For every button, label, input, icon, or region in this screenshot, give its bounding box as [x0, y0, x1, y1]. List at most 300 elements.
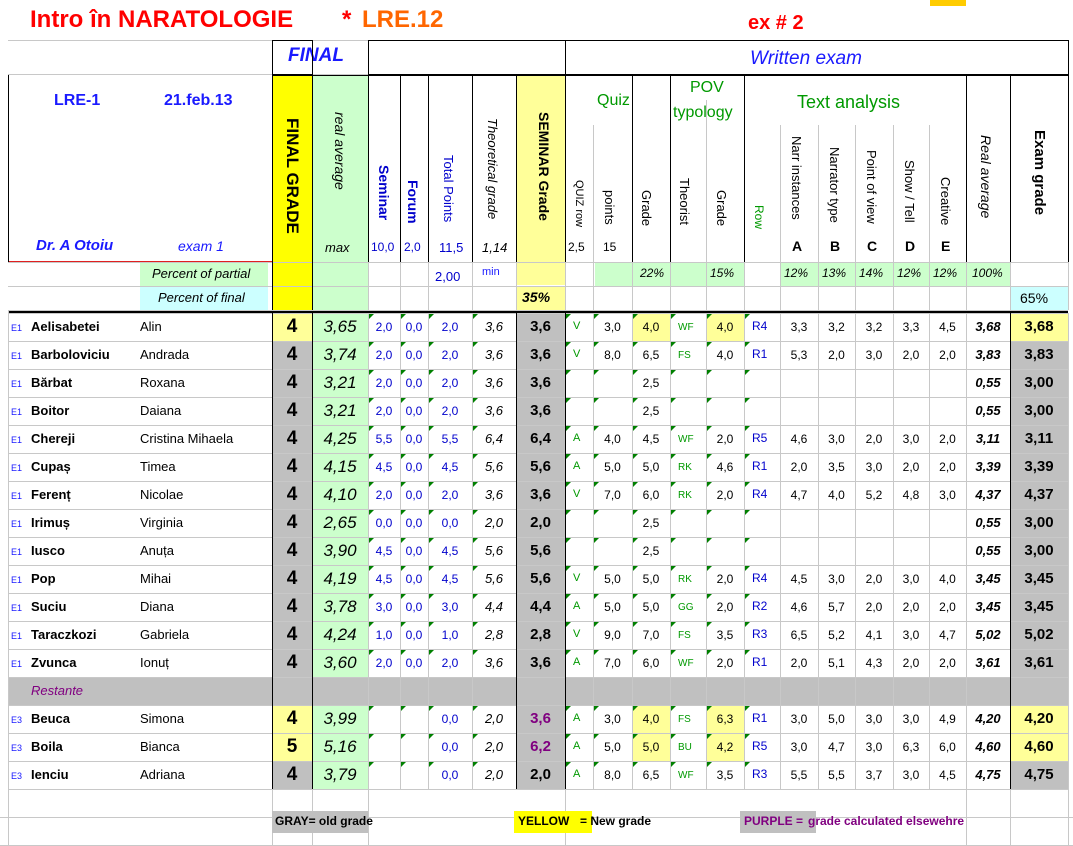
quiz-points-value: 3,0 [604, 320, 621, 334]
d-percent: 12% [897, 266, 922, 280]
real-average-value: 3,90 [323, 541, 357, 560]
forum-value: 0,0 [405, 432, 423, 446]
real-average2-value: 3,83 [975, 347, 1001, 362]
comment-marker [429, 398, 434, 403]
comment-marker [671, 398, 676, 403]
gridline [565, 40, 566, 75]
comment-marker [594, 762, 599, 767]
comment-marker [369, 314, 374, 319]
quiz-row-header: QUIZ row [573, 180, 585, 228]
seminar-grade-value: 3,6 [530, 710, 551, 727]
seminar-grade-value: 2,0 [530, 766, 551, 783]
student-first-name: Cristina Mihaela [140, 431, 234, 446]
quiz-row-value: A [573, 656, 581, 668]
comment-marker [369, 426, 374, 431]
point-of-view-value: 2,0 [865, 572, 883, 586]
total-points-value: 2,0 [441, 404, 459, 418]
quiz-grade-value: 5,0 [642, 572, 660, 586]
narr-instances-value: 2,0 [790, 656, 808, 670]
comment-marker [401, 454, 406, 459]
creative-value: 6,0 [939, 740, 956, 754]
student-last-name: Barboloviciu [31, 347, 110, 362]
comment-marker [566, 762, 571, 767]
comment-marker [707, 566, 712, 571]
comment-marker [429, 370, 434, 375]
comment-marker [745, 594, 750, 599]
theoretical-grade-value: 2,0 [484, 767, 504, 782]
comment-marker [401, 566, 406, 571]
comment-marker [594, 370, 599, 375]
comment-marker [473, 314, 478, 319]
student-first-name: Simona [140, 711, 185, 726]
quiz-grade-value: 5,0 [642, 740, 660, 754]
final-grade-value: 4 [286, 512, 298, 533]
pov-grade-value: 4,6 [716, 460, 734, 474]
comment-marker [594, 622, 599, 627]
pov-grade-value: 2,0 [716, 488, 734, 502]
student-last-name: Boitor [31, 403, 70, 418]
exam-grade-value: 3,45 [1024, 570, 1054, 587]
comment-marker [633, 314, 638, 319]
gridline [780, 262, 781, 310]
point-of-view-value: 3,2 [865, 320, 883, 334]
comment-marker [566, 594, 571, 599]
pov-grade-value: 2,0 [716, 656, 734, 670]
gridline [368, 75, 369, 262]
total-points-value: 2,0 [441, 656, 459, 670]
comment-marker [369, 566, 374, 571]
points-header: points [602, 190, 617, 225]
written-exam-header: Written exam [750, 48, 862, 69]
real-average-value: 2,65 [323, 513, 357, 532]
exam-grade-value: 4,75 [1024, 766, 1054, 783]
real-average2-value: 0,55 [975, 543, 1001, 558]
gridline [929, 262, 930, 310]
pov-grade-value: 3,5 [716, 768, 734, 782]
quiz-row-value: A [573, 460, 581, 472]
quiz-grade-value: 4,0 [642, 712, 660, 726]
seminar-value: 4,5 [375, 460, 393, 474]
student-last-name: Chereji [31, 431, 76, 446]
comment-marker [473, 482, 478, 487]
comment-marker [566, 426, 571, 431]
comment-marker [429, 482, 434, 487]
final-grade-value: 4 [286, 372, 298, 393]
student-last-name: Zvunca [31, 655, 77, 670]
exam-grade-value: 5,02 [1024, 626, 1054, 643]
comment-marker [566, 566, 571, 571]
point-of-view-value: 3,0 [865, 712, 883, 726]
exam-grade-value: 3,00 [1024, 542, 1054, 559]
total-points-value: 2,0 [441, 376, 459, 390]
comment-marker [745, 650, 750, 655]
c-percent: 14% [859, 266, 884, 280]
gridline [893, 125, 894, 262]
quiz-row-value: V [573, 348, 581, 360]
comment-marker [369, 622, 374, 627]
theoretical-grade-header: Theoretical grade [485, 118, 500, 220]
show-tell-value: 3,0 [902, 628, 920, 642]
gridline [312, 262, 313, 310]
comment-marker [473, 594, 478, 599]
narrator-type-value: 3,2 [828, 320, 845, 334]
comment-marker [401, 650, 406, 655]
narr-instances-value: 2,0 [790, 460, 808, 474]
real-average-value: 4,15 [323, 457, 357, 476]
forum-value: 0,0 [405, 600, 423, 614]
real-average2-value: 3,68 [975, 319, 1001, 334]
quiz-grade-value: 6,5 [642, 348, 660, 362]
forum-value: 0,0 [405, 488, 423, 502]
row-header: Row [752, 205, 766, 230]
row-value: R4 [752, 319, 768, 333]
row-value: R2 [752, 599, 768, 613]
gridline [929, 125, 930, 262]
comment-marker [671, 454, 676, 459]
creative-value: 4,5 [939, 768, 956, 782]
total-points-value: 4,5 [441, 572, 459, 586]
student-last-name: Ferenț [31, 487, 71, 502]
col-b-label: B [830, 238, 841, 254]
student-group-code: E1 [11, 659, 23, 669]
narrator-type-value: 3,0 [828, 432, 845, 446]
theoretical-grade-value: 6,4 [484, 431, 504, 446]
show-tell-value: 2,0 [902, 656, 920, 670]
real-average-value: 4,10 [323, 485, 357, 504]
gridline [780, 125, 781, 262]
real-average-value: 4,25 [323, 429, 357, 448]
comment-marker [594, 454, 599, 459]
comment-marker [401, 398, 406, 403]
pov-percent: 15% [710, 266, 735, 280]
point-of-view-value: 2,0 [865, 432, 883, 446]
gridline [8, 761, 1068, 762]
comment-marker [473, 566, 478, 571]
seminar-grade-value: 5,6 [530, 542, 551, 559]
comment-marker [671, 370, 676, 375]
quiz-row-value: V [573, 628, 581, 640]
col-d-label: D [905, 238, 916, 254]
student-group-code: E1 [11, 323, 23, 333]
theorist-value: BU [678, 742, 692, 753]
gridline [632, 262, 633, 310]
exam-final-percent: 65% [1020, 290, 1049, 306]
quiz-grade-value: 6,5 [642, 768, 660, 782]
comment-marker [633, 342, 638, 347]
quiz-grade-value: 7,0 [642, 628, 660, 642]
seminar-grade-value: 6,4 [530, 430, 551, 447]
total-points-value: 0,0 [441, 712, 459, 726]
date-label: 21.feb.13 [164, 92, 233, 109]
exam-grade-value: 3,45 [1024, 598, 1054, 615]
show-tell-value: 3,0 [902, 768, 920, 782]
group-label: LRE-1 [54, 92, 101, 109]
forum-value: 0,0 [405, 544, 423, 558]
gridline [818, 262, 819, 310]
comment-marker [594, 566, 599, 571]
seminar-grade-value: 3,6 [530, 486, 551, 503]
theoretical-grade-value: 3,6 [484, 487, 504, 502]
quiz-grade-value: 2,5 [642, 404, 660, 418]
gridline [272, 75, 1068, 76]
student-group-code: E1 [11, 463, 23, 473]
real-average-header-fill [313, 75, 368, 310]
student-first-name: Ionuț [140, 655, 169, 670]
final-grade-value: 4 [286, 484, 298, 505]
seminar-value: 4,5 [375, 572, 393, 586]
comment-marker [745, 454, 750, 459]
comment-marker [369, 734, 374, 739]
quiz-percent: 22% [640, 266, 665, 280]
gridline [8, 286, 1068, 287]
seminar-grade-value: 5,6 [530, 570, 551, 587]
quiz-row-weight: 2,5 [568, 240, 585, 254]
row-value: R1 [752, 711, 768, 725]
quiz-row-value: A [573, 740, 581, 752]
pov-grade-value: 2,0 [716, 572, 734, 586]
comment-marker [707, 594, 712, 599]
comment-marker [707, 482, 712, 487]
creative-header: Creative [938, 177, 953, 226]
student-group-code: E1 [11, 603, 23, 613]
comment-marker [745, 342, 750, 347]
pov-grade-value: 4,0 [716, 348, 734, 362]
student-group-code: E3 [11, 715, 23, 725]
exam-grade-value: 3,00 [1024, 402, 1054, 419]
quiz-row-value: V [573, 320, 581, 332]
pov-grade-value: 4,2 [716, 740, 734, 754]
seminar-value: 1,0 [375, 628, 393, 642]
narrator-type-value: 5,0 [828, 712, 845, 726]
row-value: R4 [752, 571, 768, 585]
final-grade-value: 4 [286, 568, 298, 589]
quiz-grade-value: 2,5 [642, 516, 660, 530]
gridline [8, 341, 1068, 342]
comment-marker [745, 762, 750, 767]
creative-value: 2,0 [939, 600, 956, 614]
real-average2-value: 4,20 [975, 711, 1001, 726]
gridline [565, 40, 1068, 41]
narrator-type-value: 3,0 [828, 572, 845, 586]
seminar-grade-value: 3,6 [530, 654, 551, 671]
student-first-name: Mihai [140, 571, 172, 586]
comment-marker [429, 510, 434, 515]
real-average2-value: 4,75 [975, 767, 1001, 782]
comment-marker [633, 482, 638, 487]
comment-marker [671, 314, 676, 319]
student-group-code: E1 [11, 407, 23, 417]
narr-instances-value: 3,3 [790, 320, 808, 334]
theoretical-grade-value: 4,4 [484, 599, 504, 614]
seminar-header: Seminar [376, 165, 392, 221]
student-group-code: E1 [11, 435, 23, 445]
quiz-row-value: V [573, 488, 581, 500]
comment-marker [369, 594, 374, 599]
real-average2-value: 0,55 [975, 515, 1001, 530]
quiz-points-value: 3,0 [604, 712, 621, 726]
col-e-label: E [941, 238, 951, 254]
creative-value: 4,5 [939, 320, 956, 334]
show-tell-value: 2,0 [902, 348, 920, 362]
comment-marker [369, 510, 374, 515]
final-grade-value: 4 [286, 624, 298, 645]
gridline [670, 313, 671, 789]
comment-marker [401, 594, 406, 599]
narrator-type-value: 5,7 [828, 600, 845, 614]
comment-marker [633, 566, 638, 571]
comment-marker [473, 762, 478, 767]
comment-marker [707, 538, 712, 543]
gridline [472, 262, 473, 310]
comment-marker [473, 734, 478, 739]
forum-value: 0,0 [405, 628, 423, 642]
point-of-view-header: Point of view [864, 150, 879, 224]
gridline [8, 425, 1068, 426]
show-tell-value: 2,0 [902, 460, 920, 474]
comment-marker [745, 566, 750, 571]
quiz-grade-value: 5,0 [642, 460, 660, 474]
comment-marker [473, 426, 478, 431]
student-last-name: Taraczkozi [31, 627, 97, 642]
pov-grade-value: 2,0 [716, 600, 734, 614]
total-points-value: 2,0 [441, 320, 459, 334]
real-average-value: 3,78 [323, 597, 357, 616]
row-value: R1 [752, 655, 768, 669]
comment-marker [594, 650, 599, 655]
theoretical-grade-value: 3,6 [484, 655, 504, 670]
comment-marker [671, 538, 676, 543]
gridline [516, 262, 517, 310]
comment-marker [671, 762, 676, 767]
comment-marker [633, 370, 638, 375]
comment-marker [707, 426, 712, 431]
theoretical-grade-value: 5,6 [484, 571, 504, 586]
seminar-grade-header: SEMINAR Grade [536, 112, 552, 221]
gridline [8, 705, 1068, 706]
comment-marker [633, 454, 638, 459]
seminar-final-percent: 35% [522, 289, 551, 305]
comment-marker [594, 342, 599, 347]
theorist-value: RK [678, 462, 692, 473]
quiz-grade-value: 4,5 [642, 432, 660, 446]
creative-value: 4,7 [939, 628, 956, 642]
seminar-grade-value: 4,4 [530, 598, 551, 615]
total-points-value: 5,5 [441, 432, 459, 446]
creative-value: 2,0 [939, 432, 956, 446]
row-value: R3 [752, 767, 768, 781]
gridline [565, 75, 566, 262]
quiz-group-header: Quiz [597, 92, 630, 109]
gridline [8, 313, 1068, 314]
comment-marker [745, 314, 750, 319]
theorist-value: WF [678, 770, 694, 781]
comment-marker [473, 510, 478, 515]
student-group-code: E1 [11, 519, 23, 529]
comment-marker [707, 706, 712, 711]
quiz-points-value: 5,0 [604, 740, 621, 754]
exam-grade-value: 4,20 [1024, 710, 1054, 727]
narr-instances-value: 3,0 [790, 712, 808, 726]
comment-marker [707, 370, 712, 375]
quiz-points-value: 8,0 [604, 348, 621, 362]
comment-marker [369, 650, 374, 655]
pov-grade-value: 3,5 [716, 628, 734, 642]
gridline [8, 565, 1068, 566]
point-of-view-value: 3,7 [865, 768, 883, 782]
gridline [312, 40, 313, 75]
forum-value: 0,0 [405, 460, 423, 474]
comment-marker [473, 650, 478, 655]
forum-value: 0,0 [405, 376, 423, 390]
comment-marker [401, 510, 406, 515]
gridline [966, 262, 967, 310]
student-first-name: Adriana [140, 767, 185, 782]
real-percent: 100% [972, 266, 1003, 280]
pov-grade-value: 6,3 [716, 712, 734, 726]
comment-marker [429, 734, 434, 739]
comment-marker [707, 314, 712, 319]
gridline [966, 75, 967, 262]
quiz-grade-value: 6,0 [642, 488, 660, 502]
comment-marker [671, 706, 676, 711]
comment-marker [473, 706, 478, 711]
creative-value: 3,0 [939, 488, 956, 502]
theoretical-grade-value: 2,0 [484, 515, 504, 530]
comment-marker [671, 650, 676, 655]
gridline [400, 75, 401, 262]
forum-value: 0,0 [405, 348, 423, 362]
student-first-name: Nicolae [140, 487, 184, 502]
seminar-grade-value: 2,0 [530, 514, 551, 531]
gridline [670, 75, 671, 262]
gridline [744, 313, 745, 789]
seminar-value: 5,5 [375, 432, 393, 446]
forum-value: 0,0 [405, 656, 423, 670]
comment-marker [369, 538, 374, 543]
exam-grade-value: 3,00 [1024, 374, 1054, 391]
theoretical-grade-value: 3,6 [484, 347, 504, 362]
comment-marker [473, 538, 478, 543]
gridline [593, 125, 594, 262]
gridline [8, 789, 1068, 790]
seminar-value: 0,0 [375, 516, 393, 530]
quiz-points-value: 5,0 [604, 460, 621, 474]
gridline [1010, 262, 1011, 310]
comment-marker [566, 622, 571, 627]
comment-marker [745, 622, 750, 627]
comment-marker [707, 454, 712, 459]
quiz-grade-value: 5,0 [642, 600, 660, 614]
comment-marker [633, 510, 638, 515]
seminar-value: 2,0 [375, 404, 393, 418]
comment-marker [671, 566, 676, 571]
exam-grade-header: Exam grade [1031, 130, 1048, 216]
real-average-value: 4,24 [323, 625, 357, 644]
real-average2-value: 4,37 [975, 487, 1001, 502]
gridline [1010, 789, 1011, 846]
title-star: * [342, 6, 352, 33]
show-tell-value: 6,3 [902, 740, 920, 754]
seminar-value: 2,0 [375, 656, 393, 670]
total-points-value: 4,5 [441, 544, 459, 558]
forum-header: Forum [405, 180, 421, 224]
comment-marker [633, 706, 638, 711]
student-first-name: Daiana [140, 403, 182, 418]
comment-marker [566, 538, 571, 543]
gridline [8, 537, 1068, 538]
student-last-name: Boila [31, 739, 63, 754]
show-tell-value: 3,0 [902, 432, 920, 446]
